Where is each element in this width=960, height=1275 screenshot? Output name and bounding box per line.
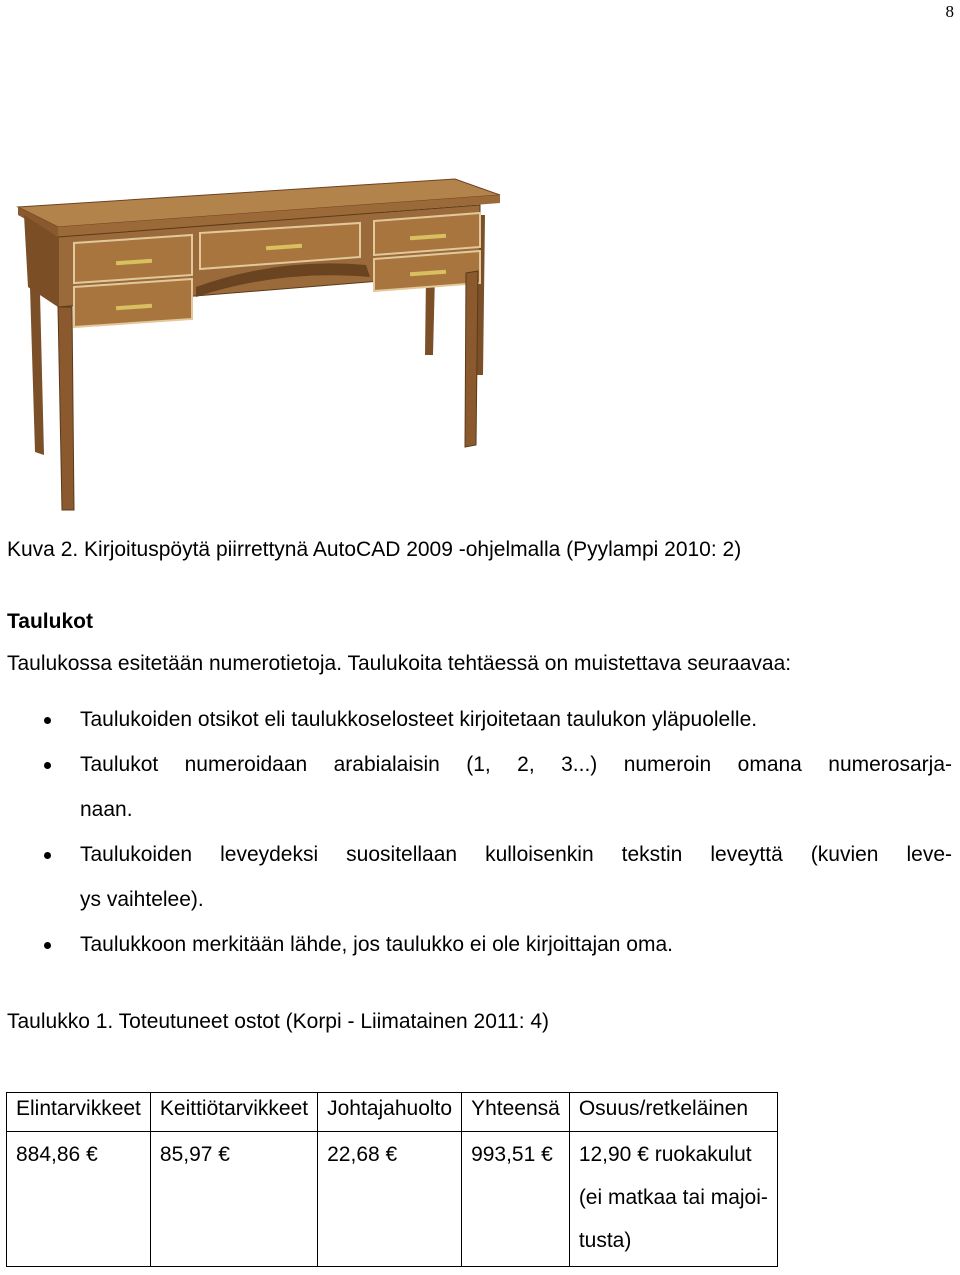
table-cell: 884,86 €	[7, 1132, 151, 1267]
list-item-text: Taulukot numeroidaan arabialaisin (1, 2, 3...) numeroin omana numerosarja-	[80, 753, 952, 776]
list-item-text: naan.	[80, 798, 133, 821]
list-item	[0, 922, 960, 967]
purchases-table	[6, 1092, 778, 1267]
bullet-icon	[44, 942, 51, 949]
drawer-left-bottom	[74, 279, 192, 327]
bullet-icon	[44, 762, 51, 769]
table-caption: Taulukko 1. Toteutuneet ostot (Korpi - Liimatainen 2011: 4)	[7, 1010, 550, 1033]
writing-desk-illustration	[10, 165, 510, 515]
drawer-right-bottom	[374, 251, 480, 291]
section-intro: Taulukossa esitetään numerotietoja. Taulukoita tehtäessä on muistettava seuraavaa:	[7, 652, 792, 675]
list-item-text: Taulukoiden otsikot eli taulukkoselosteet kirjoitetaan taulukon yläpuolelle.	[80, 708, 758, 731]
table-header-cell: Osuus/retkeläinen	[569, 1093, 777, 1132]
desk-leg-front-left	[58, 307, 74, 510]
section-heading: Taulukot	[7, 610, 93, 633]
page-number: 8	[945, 2, 954, 21]
table-cell-multiline	[569, 1132, 777, 1267]
list-item	[0, 697, 960, 742]
list-item	[0, 742, 960, 832]
bullet-list	[0, 697, 960, 967]
table-cell-line: 12,90 € ruokakulut	[578, 1143, 752, 1166]
table-header-cell: Johtajahuolto	[318, 1093, 462, 1132]
table-row	[7, 1132, 778, 1267]
table-cell-line: tusta)	[578, 1229, 632, 1252]
table-header-row	[7, 1093, 778, 1132]
table-header-cell: Elintarvikkeet	[7, 1093, 151, 1132]
desk-leg-front-left-back	[30, 287, 44, 455]
table-cell-line: (ei matkaa tai majoi-	[578, 1186, 768, 1209]
drawer-right-top	[374, 213, 480, 255]
table-cell: 85,97 €	[150, 1132, 317, 1267]
desk-figure	[10, 165, 510, 515]
desk-leg-front-right	[465, 271, 478, 447]
table-header-cell: Keittiötarvikkeet	[150, 1093, 317, 1132]
table-cell: 22,68 €	[318, 1132, 462, 1267]
list-item-text: Taulukoiden leveydeksi suositellaan kulloisenkin tekstin leveyttä (kuvien leve-	[80, 843, 952, 866]
bullet-icon	[44, 717, 51, 724]
drawer-left-top	[74, 235, 192, 283]
figure-caption: Kuva 2. Kirjoituspöytä piirrettynä AutoCAD 2009 -ohjelmalla (Pyylampi 2010: 2)	[7, 538, 742, 561]
list-item-text: ys vaihtelee).	[80, 888, 204, 911]
list-item	[0, 832, 960, 922]
bullet-icon	[44, 852, 51, 859]
table-header-cell: Yhteensä	[462, 1093, 570, 1132]
table-cell: 993,51 €	[462, 1132, 570, 1267]
list-item-text: Taulukkoon merkitään lähde, jos taulukko ei ole kirjoittajan oma.	[80, 933, 673, 956]
